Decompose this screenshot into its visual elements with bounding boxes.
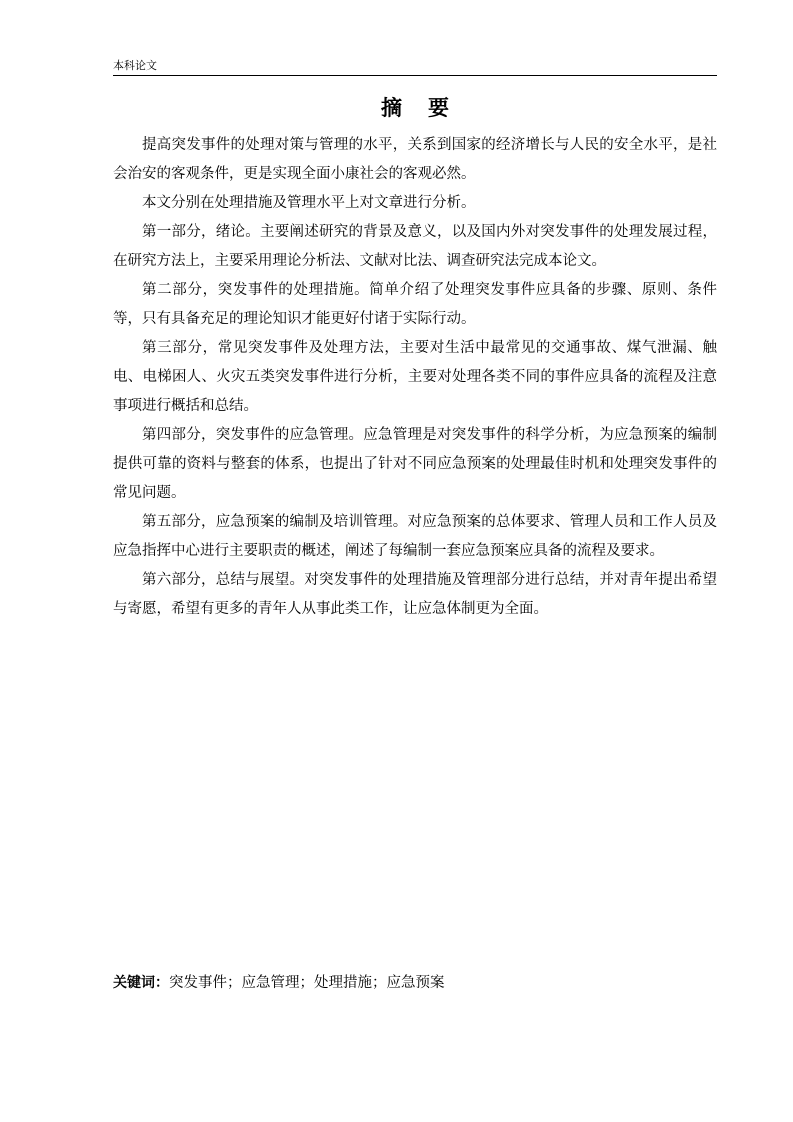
- abstract-body: [113, 131, 717, 624]
- page-header: [113, 58, 717, 76]
- abstract-title-char-1: 摘: [381, 96, 402, 120]
- paragraph: 提高突发事件的处理对策与管理的水平，关系到国家的经济增长与人民的安全水平，是社会治安的客观条件，更是实现全面小康社会的客观必然。: [113, 137, 717, 182]
- paragraph: 第三部分，常见突发事件及处理方法，主要对生活中最常见的交通事故、煤气泄漏、触电、电梯困人、火灾五类突发事件进行分析，主要对处理各类不同的事件应具备的流程及注意事项进行概括和总结。: [113, 340, 717, 414]
- abstract-title-char-2: 要: [428, 96, 449, 120]
- keywords-line: [113, 969, 717, 998]
- paragraph: 第二部分，突发事件的处理措施。简单介绍了处理突发事件应具备的步骤、原则、条件等，只有具备充足的理论知识才能更好付诸于实际行动。: [113, 282, 717, 327]
- header-label: 本科论文: [113, 59, 157, 72]
- paragraph: 本文分别在处理措施及管理水平上对文章进行分析。: [142, 195, 476, 211]
- abstract-title: [113, 94, 717, 122]
- paragraph: 第四部分，突发事件的应急管理。应急管理是对突发事件的科学分析，为应急预案的编制提供可靠的资料与整套的体系，也提出了针对不同应急预案的处理最佳时机和处理突发事件的常见问题。: [113, 427, 717, 501]
- paragraph: 第一部分，绪论。主要阐述研究的背景及意义，以及国内外对突发事件的处理发展过程，在研究方法上，主要采用理论分析法、文献对比法、调查研究法完成本论文。: [113, 224, 717, 269]
- paragraph: 第六部分，总结与展望。对突发事件的处理措施及管理部分进行总结，并对青年提出希望与寄愿，希望有更多的青年人从事此类工作，让应急体制更为全面。: [113, 572, 717, 617]
- keywords-label: 关键词：: [113, 975, 169, 991]
- paragraph: 第五部分，应急预案的编制及培训管理。对应急预案的总体要求、管理人员和工作人员及应急指挥中心进行主要职责的概述，阐述了每编制一套应急预案应具备的流程及要求。: [113, 514, 717, 559]
- keywords-value: 突发事件；应急管理；处理措施；应急预案: [169, 975, 445, 991]
